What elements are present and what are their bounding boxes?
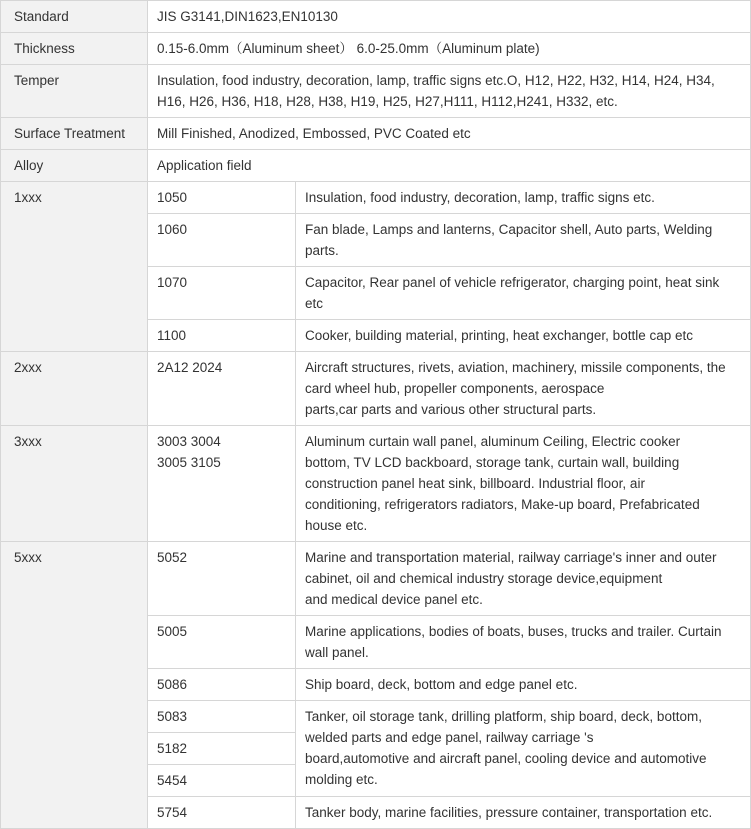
alloy-grade: 5083 [148, 701, 296, 733]
application-line: conditioning, refrigerators radiators, Make-up board, Prefabricated [305, 497, 700, 512]
surface-treatment-value: Mill Finished, Anodized, Embossed, PVC Coated etc [148, 118, 751, 150]
application-text [296, 797, 751, 829]
temper-line: Insulation, food industry, decoration, lamp, traffic signs etc.O, H12, H22, H32, H14, H24, H34, [157, 73, 715, 88]
table-row-standard [1, 1, 751, 33]
series-3xxx-label: 3xxx [1, 426, 148, 542]
application-line: parts,car parts and various other structural parts. [305, 402, 597, 417]
temper-value [148, 65, 751, 118]
alloy-grade: 5182 [148, 733, 296, 765]
alloy-grade: 1100 [148, 320, 296, 352]
table-row-alloy-header [1, 150, 751, 182]
application-text [296, 182, 751, 214]
thickness-label: Thickness [1, 33, 148, 65]
alloy-grade: 5454 [148, 765, 296, 797]
temper-line: H16, H26, H36, H18, H28, H38, H19, H25, H27,H111, H112,H241, H332, etc. [157, 94, 618, 109]
application-line: wall panel. [305, 645, 369, 660]
application-text [296, 267, 751, 320]
alloy-grade-line: 3005 3105 [157, 455, 221, 470]
table-row [1, 542, 751, 616]
application-line: and medical device panel etc. [305, 592, 483, 607]
alloy-grade: 1060 [148, 214, 296, 267]
alloy-grade: 1070 [148, 267, 296, 320]
application-line: cabinet, oil and chemical industry storage device,equipment [305, 571, 663, 586]
surface-treatment-label: Surface Treatment [1, 118, 148, 150]
application-text [296, 542, 751, 616]
application-line: etc [305, 296, 324, 311]
application-line: Ship board, deck, bottom and edge panel etc. [305, 677, 578, 692]
alloy-grade: 5754 [148, 797, 296, 829]
standard-value: JIS G3141,DIN1623,EN10130 [148, 1, 751, 33]
application-line: Cooker, building material, printing, heat exchanger, bottle cap etc [305, 328, 693, 343]
series-1xxx-label: 1xxx [1, 182, 148, 352]
application-line: Marine applications, bodies of boats, buses, trucks and trailer. Curtain [305, 624, 722, 639]
application-line: welded parts and edge panel, railway carriage 's [305, 730, 594, 745]
application-text [296, 701, 751, 797]
thickness-value: 0.15-6.0mm（Aluminum sheet） 6.0-25.0mm（Aluminum plate) [148, 33, 751, 65]
alloy-grade: 5052 [148, 542, 296, 616]
application-text [296, 320, 751, 352]
standard-label: Standard [1, 1, 148, 33]
alloy-grade: 5005 [148, 616, 296, 669]
table-row-temper [1, 65, 751, 118]
table-row [1, 352, 751, 426]
application-field-label: Application field [148, 150, 751, 182]
temper-label: Temper [1, 65, 148, 118]
alloy-grade [148, 426, 296, 542]
table-row [1, 426, 751, 542]
application-line: house etc. [305, 518, 368, 533]
alloy-grade: 2A12 2024 [148, 352, 296, 426]
application-line: parts. [305, 243, 339, 258]
application-text [296, 214, 751, 267]
application-line: card wheel hub, propeller components, aerospace [305, 381, 605, 396]
application-line: board,automotive and aircraft panel, cooling device and automotive [305, 751, 707, 766]
alloy-grade-line: 3003 3004 [157, 434, 221, 449]
application-line: bottom, TV LCD backboard, storage tank, curtain wall, building [305, 455, 680, 470]
alloy-grade: 1050 [148, 182, 296, 214]
application-text [296, 669, 751, 701]
application-line: molding etc. [305, 772, 378, 787]
application-line: Capacitor, Rear panel of vehicle refrigerator, charging point, heat sink [305, 275, 720, 290]
series-2xxx-label: 2xxx [1, 352, 148, 426]
application-text [296, 616, 751, 669]
table-row-surface-treatment [1, 118, 751, 150]
alloy-grade: 5086 [148, 669, 296, 701]
table-row-thickness [1, 33, 751, 65]
application-line: construction panel heat sink, billboard. Industrial floor, air [305, 476, 645, 491]
alloy-label: Alloy [1, 150, 148, 182]
application-text [296, 426, 751, 542]
application-line: Insulation, food industry, decoration, lamp, traffic signs etc. [305, 190, 655, 205]
series-5xxx-label: 5xxx [1, 542, 148, 829]
table-row [1, 182, 751, 214]
application-line: Tanker body, marine facilities, pressure container, transportation etc. [305, 805, 713, 820]
application-line: Fan blade, Lamps and lanterns, Capacitor shell, Auto parts, Welding [305, 222, 713, 237]
application-line: Tanker, oil storage tank, drilling platform, ship board, deck, bottom, [305, 709, 702, 724]
application-line: Aircraft structures, rivets, aviation, machinery, missile components, the [305, 360, 726, 375]
application-line: Marine and transportation material, railway carriage's inner and outer [305, 550, 717, 565]
application-line: Aluminum curtain wall panel, aluminum Ceiling, Electric cooker [305, 434, 681, 449]
application-text [296, 352, 751, 426]
